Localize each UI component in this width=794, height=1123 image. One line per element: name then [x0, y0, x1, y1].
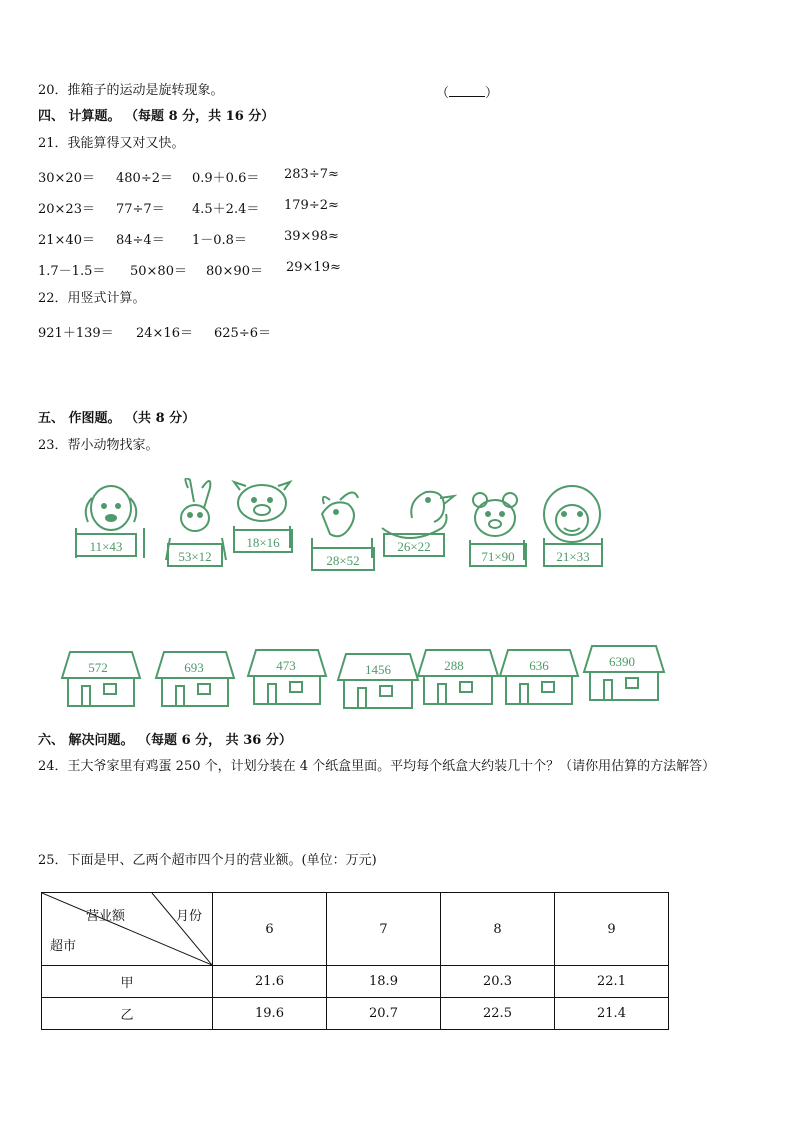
animal-label: 28×52 — [326, 553, 360, 568]
corner-label-month: 月份 — [175, 909, 202, 924]
dog-icon — [76, 486, 144, 558]
corner-label-sales: 营业额 — [86, 909, 126, 924]
market-name: 乙 — [42, 998, 213, 1030]
q21-expr: 1.7－1.5＝ — [38, 264, 106, 279]
q21-expr: 30×20＝ — [38, 171, 95, 186]
q20-text: 20．推箱子的运动是旋转现象。 — [38, 83, 224, 98]
table-cell: 20.3 — [441, 966, 555, 998]
q21-expr: 1－0.8＝ — [192, 233, 247, 248]
market-name: 甲 — [42, 966, 213, 998]
house-icon — [584, 646, 664, 700]
animal-label: 11×43 — [89, 539, 123, 554]
q21-expr: 39×98≈ — [284, 229, 339, 244]
animal-label: 71×90 — [481, 549, 515, 564]
q21-expr: 29×19≈ — [286, 260, 341, 275]
bear-icon — [470, 493, 526, 566]
table-cell: 21.6 — [213, 966, 327, 998]
animal-label: 53×12 — [178, 549, 212, 564]
house-label: 6390 — [609, 654, 635, 669]
q23-text: 23．帮小动物找家。 — [38, 438, 159, 453]
q21-text: 21．我能算得又对又快。 — [38, 136, 185, 151]
house-label: 572 — [88, 660, 108, 675]
table-cell: 21.4 — [555, 998, 669, 1030]
q21-expr: 179÷2≈ — [284, 198, 339, 213]
duck-icon — [382, 492, 454, 556]
corner-diagonal — [42, 893, 212, 965]
month-header: 7 — [327, 893, 441, 966]
q22-expr: 921＋139＝ — [38, 326, 114, 341]
q24-text: 24．王大爷家里有鸡蛋 250 个，计划分装在 4 个纸盒里面。平均每个纸盒大约装几十个？（请你用估算的方法解答） — [38, 759, 716, 774]
section5-title: 五、 作图题。 （共 8 分） — [38, 411, 196, 426]
month-header: 6 — [213, 893, 327, 966]
table-cell: 18.9 — [327, 966, 441, 998]
q21-expr: 20×23＝ — [38, 202, 95, 217]
q21-expr: 84÷4＝ — [116, 233, 165, 248]
pig-icon — [234, 482, 292, 552]
q22-expr: 24×16＝ — [136, 326, 193, 341]
table-cell: 22.1 — [555, 966, 669, 998]
q20-answer-paren — [436, 82, 498, 101]
rabbit-icon — [166, 478, 226, 566]
house-label: 288 — [444, 658, 464, 673]
q21-expr: 80×90＝ — [206, 264, 263, 279]
house-icon — [62, 652, 140, 706]
house-label: 636 — [529, 658, 549, 673]
table-cell: 20.7 — [327, 998, 441, 1030]
animal-label: 21×33 — [556, 549, 590, 564]
q22-text: 22．用竖式计算。 — [38, 291, 146, 306]
table-corner-cell — [42, 893, 213, 966]
animal-label: 26×22 — [397, 539, 431, 554]
q21-expr: 480÷2＝ — [116, 171, 173, 186]
q21-expr: 0.9＋0.6＝ — [192, 171, 260, 186]
sales-table — [41, 892, 669, 1030]
corner-label-market: 超市 — [50, 939, 77, 954]
house-label: 473 — [276, 658, 296, 673]
q20-paren-close: ） — [485, 86, 499, 101]
house-icon — [338, 654, 418, 708]
table-row — [42, 998, 669, 1030]
section6-title: 六、 解决问题。 （每题 6 分， 共 36 分） — [38, 733, 292, 748]
animal-house-illustration — [40, 478, 680, 718]
table-cell: 22.5 — [441, 998, 555, 1030]
q21-expr: 283÷7≈ — [284, 167, 339, 182]
monkey-icon — [544, 486, 602, 566]
house-label: 693 — [184, 660, 204, 675]
q25-text: 25．下面是甲、乙两个超市四个月的营业额。(单位：万元) — [38, 853, 377, 868]
house-label: 1456 — [365, 662, 391, 677]
animal-label: 18×16 — [246, 535, 280, 550]
table-cell: 19.6 — [213, 998, 327, 1030]
month-header: 8 — [441, 893, 555, 966]
table-header-row — [42, 893, 669, 966]
house-icon — [500, 650, 578, 704]
q21-expr: 21×40＝ — [38, 233, 95, 248]
q22-expr: 625÷6＝ — [214, 326, 271, 341]
section4-title: 四、 计算题。 （每题 8 分，共 16 分） — [38, 109, 275, 124]
table-row — [42, 966, 669, 998]
house-icon — [156, 652, 234, 706]
q21-expr: 77÷7＝ — [116, 202, 165, 217]
q21-expr: 4.5＋2.4＝ — [192, 202, 260, 217]
house-icon — [418, 650, 498, 704]
q20-paren-open: （ — [436, 86, 450, 101]
goat-icon — [312, 492, 374, 570]
q21-expr: 50×80＝ — [130, 264, 187, 279]
house-icon — [248, 650, 326, 704]
q20-answer-blank[interactable] — [449, 84, 485, 97]
month-header: 9 — [555, 893, 669, 966]
